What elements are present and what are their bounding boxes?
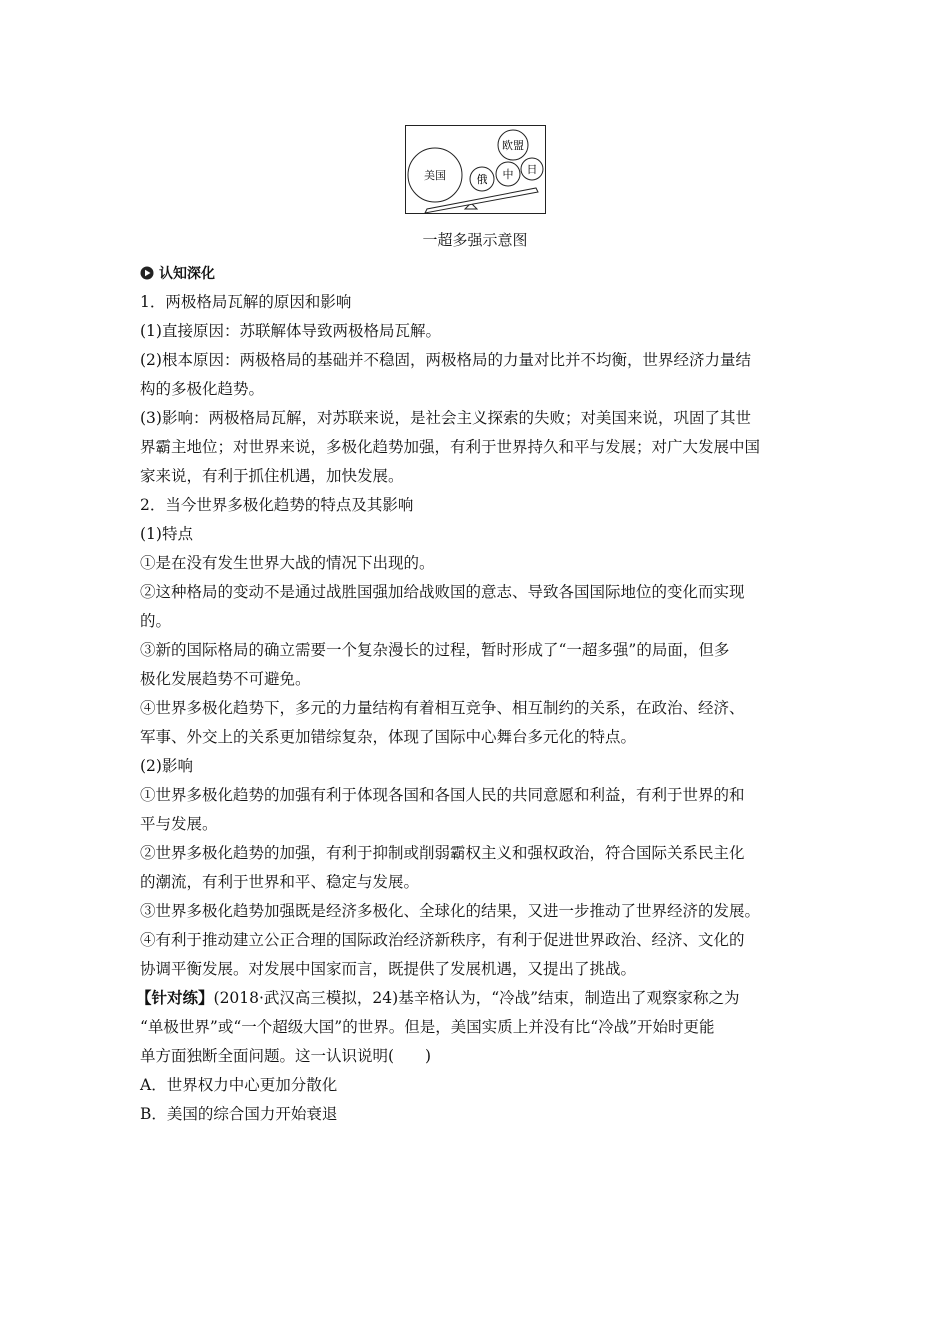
text-line: ①世界多极化趋势的加强有利于体现各国和各国人民的共同意愿和利益，有利于世界的和 (140, 786, 745, 804)
text-line: (2)根本原因：两极格局的基础并不稳固，两极格局的力量对比并不均衡，世界经济力量结 (140, 351, 751, 369)
text-line: 家来说，有利于抓住机遇，加快发展。 (140, 467, 404, 485)
text-line: 的。 (140, 612, 172, 630)
text-line: 构的多极化趋势。 (140, 380, 265, 398)
china-label: 中 (502, 168, 514, 181)
exercise-line (136, 984, 812, 1013)
section-header (140, 262, 812, 284)
text-line: ①是在没有发生世界大战的情况下出现的。 (140, 554, 435, 572)
answer-option-b[interactable]: B．美国的综合国力开始衰退 (140, 1105, 338, 1123)
one-superpower-diagram (405, 125, 546, 214)
exercise-line: 单方面独断全面问题。这一认识说明( ) (140, 1047, 432, 1065)
text-line: 极化发展趋势不可避免。 (140, 670, 311, 688)
exercise-line: “单极世界”或“一个超级大国”的世界。但是，美国实质上并没有比“冷战”开始时更能 (140, 1018, 715, 1036)
text-line: 2．当今世界多极化趋势的特点及其影响 (140, 496, 414, 514)
balance-scale-svg (405, 125, 546, 214)
figure-caption: 一超多强示意图 (422, 231, 528, 249)
play-circle-icon (140, 266, 154, 280)
text-line: (1)直接原因：苏联解体导致两极格局瓦解。 (140, 322, 441, 340)
text-line: ②世界多极化趋势的加强，有利于抑制或削弱霸权主义和强权政治，符合国际关系民主化 (140, 844, 745, 862)
text-line: (2)影响 (140, 757, 193, 775)
text-line: 平与发展。 (140, 815, 218, 833)
exercise-block (136, 984, 812, 1129)
japan-label: 日 (526, 163, 538, 176)
text-line: ③新的国际格局的确立需要一个复杂漫长的过程，暂时形成了“一超多强”的局面，但多 (140, 641, 730, 659)
answer-option-a[interactable]: A．世界权力中心更加分散化 (140, 1076, 338, 1094)
exercise-text-1: (2018·武汉高三模拟，24)基辛格认为，“冷战”结束，制造出了观察家称之为 (213, 989, 740, 1007)
document-body (136, 262, 812, 1129)
text-line: 协调平衡发展。对发展中国家而言，既提供了发展机遇，又提出了挑战。 (140, 960, 637, 978)
text-line: ③世界多极化趋势加强既是经济多极化、全球化的结果，又进一步推动了世界经济的发展。 (140, 902, 761, 920)
text-line: (1)特点 (140, 525, 193, 543)
russia-label: 俄 (476, 173, 488, 186)
text-line: 的潮流，有利于世界和平、稳定与发展。 (140, 873, 420, 891)
text-lines (140, 288, 812, 984)
text-line: ④世界多极化趋势下，多元的力量结构有着相互竞争、相互制约的关系，在政治、经济、 (140, 699, 745, 717)
text-line: (3)影响：两极格局瓦解，对苏联来说，是社会主义探索的失败；对美国来说，巩固了其世 (140, 409, 751, 427)
text-line: 1．两极格局瓦解的原因和影响 (140, 293, 352, 311)
eu-label: 欧盟 (502, 139, 524, 152)
section-title: 认知深化 (159, 266, 215, 282)
text-line: 界霸主地位；对世界来说，多极化趋势加强，有利于世界持久和平与发展；对广大发展中国 (140, 438, 761, 456)
text-line: ④有利于推动建立公正合理的国际政治经济新秩序，有利于促进世界政治、经济、文化的 (140, 931, 745, 949)
text-line: ②这种格局的变动不是通过战胜国强加给战败国的意志、导致各国国际地位的变化而实现 (140, 583, 745, 601)
exercise-label: 【针对练】 (136, 989, 214, 1007)
text-line: 军事、外交上的关系更加错综复杂，体现了国际中心舞台多元化的特点。 (140, 728, 637, 746)
usa-label: 美国 (424, 169, 446, 182)
